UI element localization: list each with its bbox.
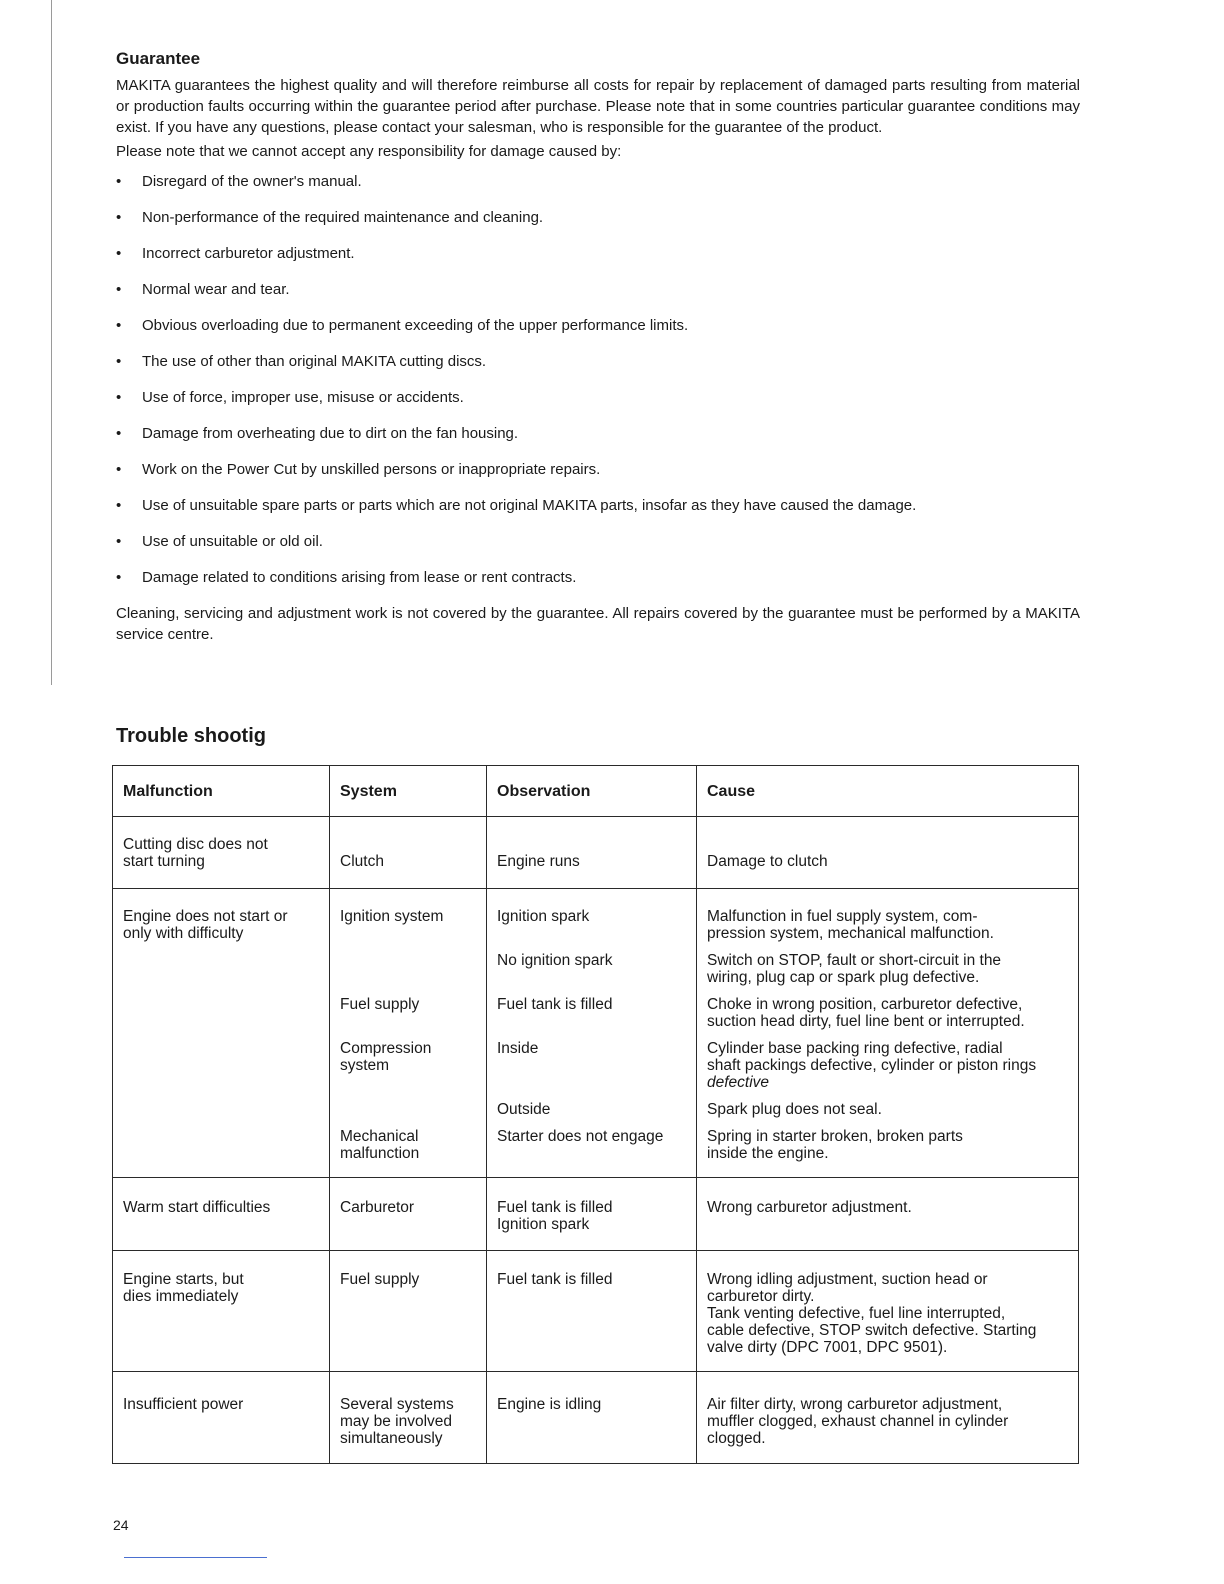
header-cause: Cause	[697, 766, 1079, 817]
list-item: • Non-performance of the required maintenance and cleaning.	[116, 209, 544, 226]
guarantee-exclusion-lead: Please note that we cannot accept any responsibility for damage caused by:	[116, 143, 622, 160]
exclusion-list	[116, 171, 1080, 603]
list-item: • Use of unsuitable spare parts or parts which are not original MAKITA parts, insofar as they have caused the damage.	[116, 497, 917, 514]
bullet-icon: •	[116, 569, 122, 586]
list-item: • Obvious overloading due to permanent exceeding of the upper performance limits.	[116, 317, 689, 334]
cell-system: Ignition system Fuel supply Compression system Mechanical malfunction	[330, 889, 487, 1178]
header-malfunction: Malfunction	[113, 766, 330, 817]
table-header-row	[113, 766, 1079, 817]
guarantee-section	[116, 48, 1080, 645]
cell-malfunction: Cutting disc does not start turning	[113, 817, 330, 889]
table-row	[113, 817, 1079, 889]
cell-cause: Wrong carburetor adjustment.	[697, 1178, 1079, 1251]
list-item: • Use of force, improper use, misuse or accidents.	[116, 389, 464, 406]
table-row	[113, 1251, 1079, 1372]
bullet-icon: •	[116, 245, 122, 262]
list-item: • Work on the Power Cut by unskilled persons or inappropriate repairs.	[116, 461, 601, 478]
bullet-icon: •	[116, 353, 122, 370]
cell-malfunction: Engine starts, but dies immediately	[113, 1251, 330, 1372]
list-item: • Damage related to conditions arising from lease or rent contracts.	[116, 569, 577, 586]
guarantee-closing: Cleaning, servicing and adjustment work is not covered by the guarantee. All repairs covered by the guarantee must be performed by a MAKITA service centre.	[116, 605, 1080, 643]
bullet-icon: •	[116, 317, 122, 334]
cell-cause: Malfunction in fuel supply system, com- pression system, mechanical malfunction. Switch on STOP, fault or short-circuit in the wiring, plug cap or spark plug defective. Choke in wrong position, carburetor defective, suction head dirty, fuel line bent or interrupted. Cylinder base packing ring defective, radial shaft packings defective, cylinder or piston rings defective Spark plug does not seal. Spring in starter broken, broken parts inside the engine.	[697, 889, 1079, 1178]
list-item: • Incorrect carburetor adjustment.	[116, 245, 355, 262]
header-observation: Observation	[487, 766, 697, 817]
cell-observation: Fuel tank is filled Ignition spark	[487, 1178, 697, 1251]
troubleshooting-table	[112, 765, 1079, 1464]
bullet-icon: •	[116, 461, 122, 478]
cell-cause: Wrong idling adjustment, suction head or carburetor dirty. Tank venting defective, fuel line interrupted, cable defective, STOP switch defective. Starting valve dirty (DPC 7001, DPC 9501).	[697, 1251, 1079, 1372]
guarantee-title: Guarantee	[116, 49, 201, 68]
cell-observation: Fuel tank is filled	[487, 1251, 697, 1372]
troubleshooting-title: Trouble shootig	[116, 725, 266, 747]
footer-rule	[124, 1557, 267, 1558]
cell-cause: Damage to clutch	[697, 817, 1079, 889]
bullet-icon: •	[116, 209, 122, 226]
list-item: • Disregard of the owner's manual.	[116, 173, 362, 190]
cell-system: Several systems may be involved simultaneously	[330, 1372, 487, 1464]
list-item: • Normal wear and tear.	[116, 281, 290, 298]
cell-system: Fuel supply	[330, 1251, 487, 1372]
guarantee-intro: MAKITA guarantees the highest quality and will therefore reimburse all costs for repair by replacement of damaged parts resulting from material or production faults occurring within the guarantee period after purchase. Please note that in some countries particular guarantee conditions may exist. If you have any questions, please contact your salesman, who is responsible for the guarantee of the product.	[116, 77, 1080, 136]
cell-observation: Ignition spark No ignition spark Fuel tank is filled Inside Outside Starter does not engage	[487, 889, 697, 1178]
page-number: 24	[113, 1517, 129, 1533]
cell-observation: Engine is idling	[487, 1372, 697, 1464]
margin-line	[51, 0, 52, 685]
bullet-icon: •	[116, 533, 122, 550]
cell-cause: Air filter dirty, wrong carburetor adjustment, muffler clogged, exhaust channel in cylinder clogged.	[697, 1372, 1079, 1464]
cell-malfunction: Insufficient power	[113, 1372, 330, 1464]
bullet-icon: •	[116, 497, 122, 514]
table-row	[113, 1178, 1079, 1251]
bullet-icon: •	[116, 425, 122, 442]
cell-malfunction: Engine does not start or only with difficulty	[113, 889, 330, 1178]
header-system: System	[330, 766, 487, 817]
list-item: • Use of unsuitable or old oil.	[116, 533, 323, 550]
cell-observation: Engine runs	[487, 817, 697, 889]
cell-malfunction: Warm start difficulties	[113, 1178, 330, 1251]
list-item: • Damage from overheating due to dirt on the fan housing.	[116, 425, 519, 442]
cell-system: Carburetor	[330, 1178, 487, 1251]
bullet-icon: •	[116, 173, 122, 190]
table-row	[113, 1372, 1079, 1464]
list-item: • The use of other than original MAKITA cutting discs.	[116, 353, 487, 370]
bullet-icon: •	[116, 281, 122, 298]
table-row	[113, 889, 1079, 1178]
cell-system: Clutch	[330, 817, 487, 889]
bullet-icon: •	[116, 389, 122, 406]
